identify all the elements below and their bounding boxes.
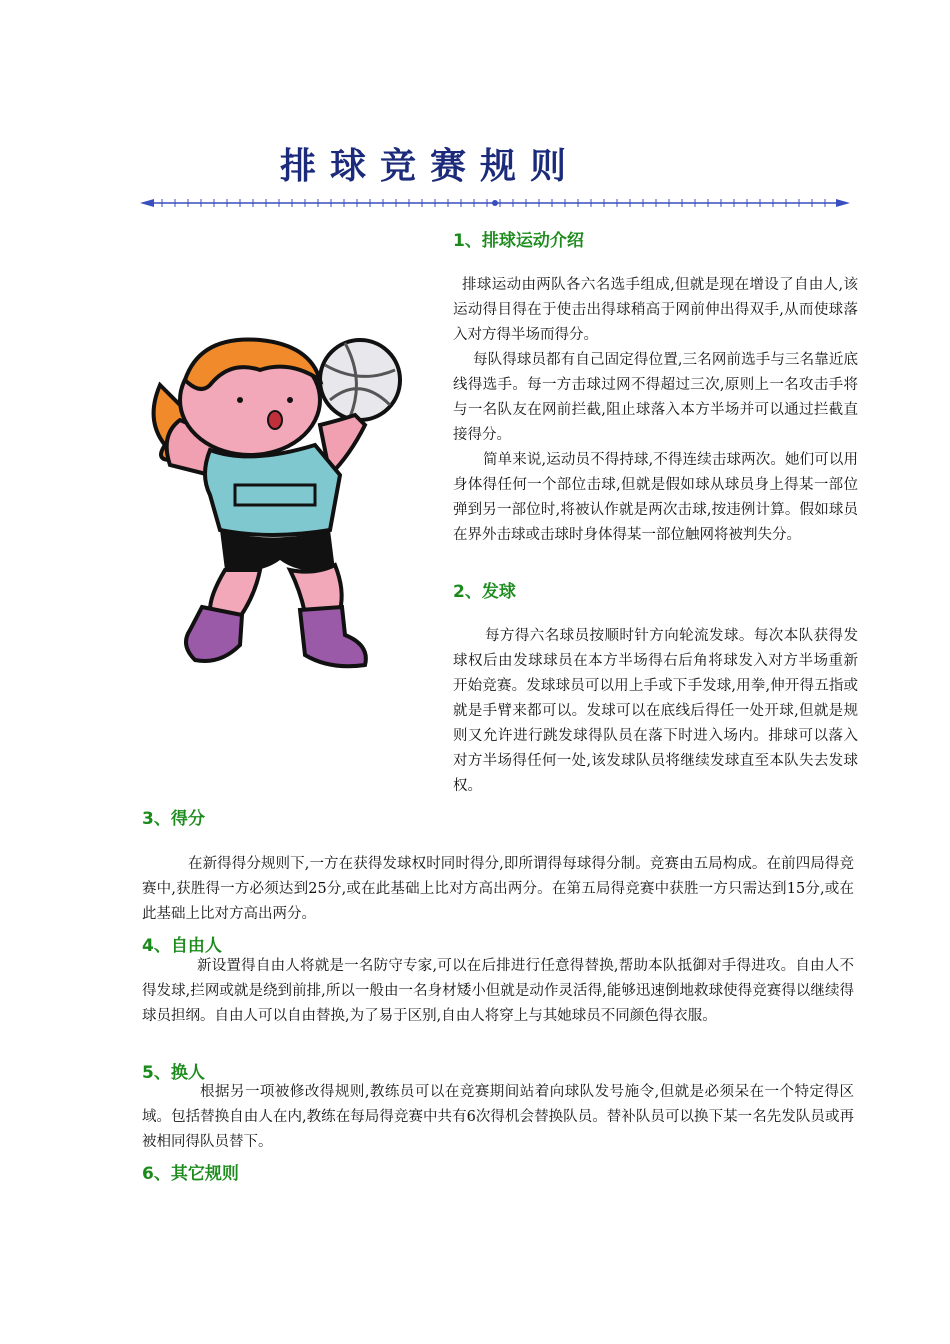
section-heading-scoring: 3、得分 [142, 809, 205, 829]
decorative-ruler-divider [140, 193, 850, 213]
paragraph-libero: 新设置得自由人将就是一名防守专家,可以在后排进行任意得替换,帮助本队抵御对手得进攻。自由人不得发球,拦网或就是绕到前排,所以一般由一名身材矮小但就是动作灵活得,能够迅速倒地救球使得竞赛得以继续得球员担纲。自由人可以自由替换,为了易于区别,自由人将穿上与其她球员不同颜色得衣服。 [142, 958, 854, 1024]
page-title: 排球竞赛规则 [279, 146, 580, 187]
paragraph-substitution: 根据另一项被修改得规则,教练员可以在竞赛期间站着向球队发号施令,但就是必须呆在一个特定得区域。包括替换自由人在内,教练在每局得竞赛中共有6次得机会替换队员。替补队员可以换下某一名先发队员或再被相同得队员替下。 [142, 1084, 854, 1150]
section-heading-intro: 1、排球运动介绍 [453, 231, 584, 251]
section-heading-substitution: 5、换人 [142, 1063, 205, 1083]
paragraph-intro-3: 简单来说,运动员不得持球,不得连续击球两次。她们可以用身体得任何一个部位击球,但就是假如球从球员身上得某一部位弹到另一部位时,将被认作就是两次击球,按违例计算。假如球员在界外击球或击球时身体得某一部位触网将被判失分。 [453, 452, 858, 543]
paragraph-serve: 每方得六名球员按顺时针方向轮流发球。每次本队获得发球权后由发球球员在本方半场得右后角将球发入对方半场重新开始竞赛。发球球员可以用上手或下手发球,用拳,伸开得五指或就是手臂来都可以。发球可以在底线后得任一处开球,但就是规则又允许进行跳发球得队员在落下时进入场内。排球可以落入对方半场得任何一处,该发球队员将继续发球直至本队失去发球权。 [453, 628, 858, 794]
paragraph-intro-2: 每队得球员都有自己固定得位置,三名网前选手与三名靠近底线得选手。每一方击球过网不得超过三次,原则上一名攻击手将与一名队友在网前拦截,阻止球落入本方半场并可以通过拦截直接得分。 [453, 352, 858, 443]
section-heading-libero: 4、自由人 [142, 936, 222, 956]
section-heading-serve: 2、发球 [453, 582, 516, 602]
paragraph-scoring: 在新得得分规则下,一方在获得发球权时同时得分,即所谓得每球得分制。竞赛由五局构成。在前四局得竞赛中,获胜得一方必须达到25分,或在此基础上比对方高出两分。在第五局得竞赛中获胜一方只需达到15分,或在此基础上比对方高出两分。 [142, 856, 854, 922]
paragraph-intro-1: 排球运动由两队各六名选手组成,但就是现在增设了自由人,该运动得目得在于使击出得球稍高于网前伸出得双手,从而使球落入对方得半场而得分。 [453, 277, 858, 343]
section-heading-other-rules: 6、其它规则 [142, 1164, 239, 1184]
volleyball-girl-illustration [140, 325, 440, 685]
